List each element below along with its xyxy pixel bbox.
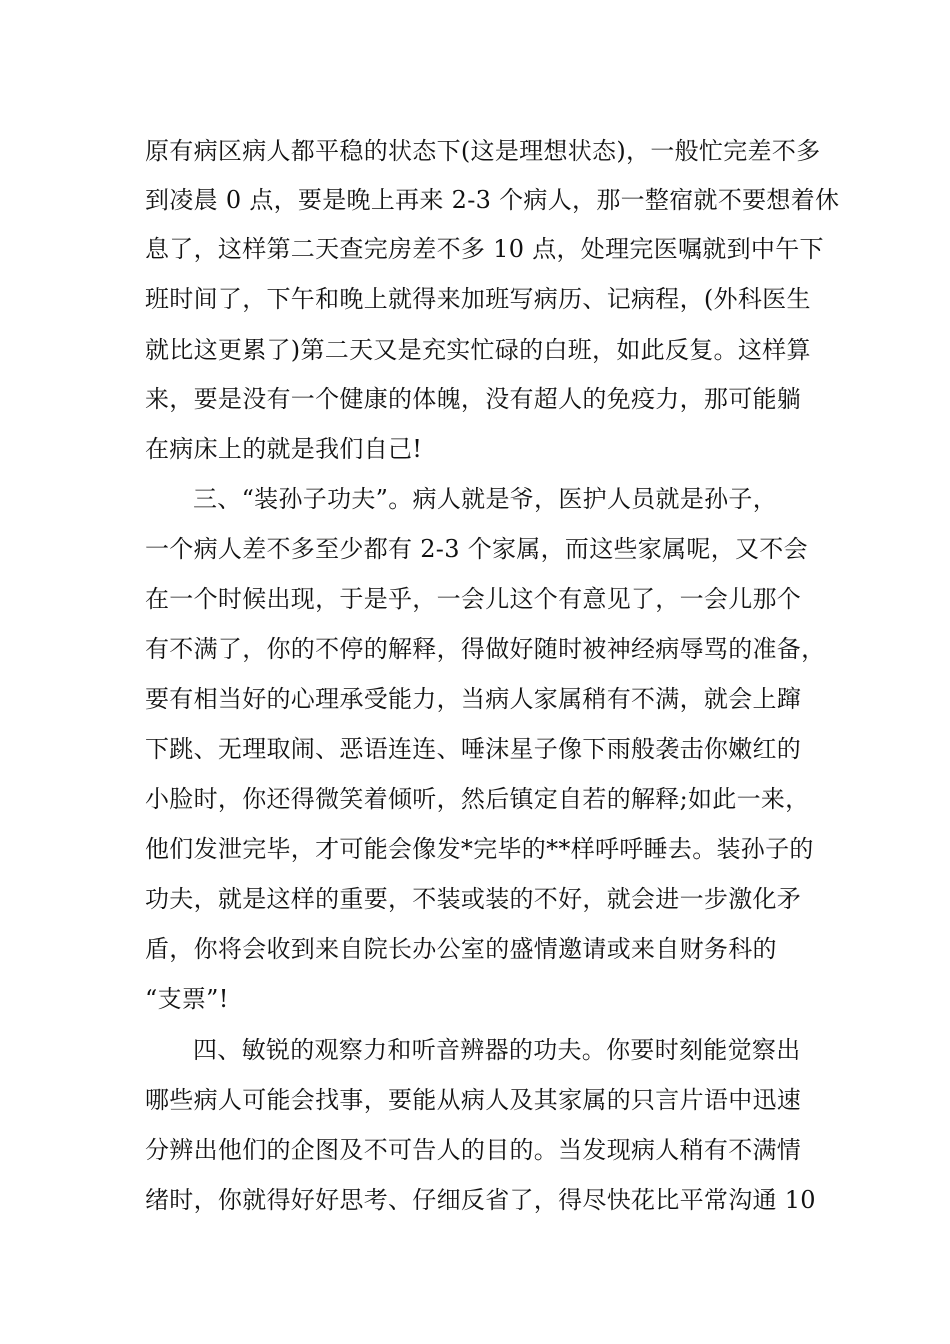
text-line: 在一个时候出现，于是乎，一会儿这个有意见了，一会儿那个	[145, 585, 802, 613]
text-line: 到凌晨 0 点，要是晚上再来 2-3 个病人，那一整宿就不要想着休	[145, 186, 840, 214]
text-line: 分辨出他们的企图及不可告人的目的。当发现病人稍有不满情	[145, 1136, 802, 1164]
text-line: 原有病区病人都平稳的状态下(这是理想状态)，一般忙完差不多	[145, 137, 821, 165]
paragraph-start-line: 四、敏锐的观察力和听音辨器的功夫。你要时刻能觉察出	[193, 1036, 801, 1064]
text-line: 盾，你将会收到来自院长办公室的盛情邀请或来自财务科的	[145, 935, 777, 963]
text-line: 小脸时，你还得微笑着倾听，然后镇定自若的解释;如此一来，	[145, 785, 810, 813]
text-line: “支票”!	[145, 985, 229, 1013]
text-line: 功夫，就是这样的重要，不装或装的不好，就会进一步激化矛	[145, 885, 802, 913]
text-line: 来，要是没有一个健康的体魄，没有超人的免疫力，那可能躺	[145, 385, 802, 413]
text-line: 息了，这样第二天查完房差不多 10 点，处理完医嘱就到中午下	[145, 235, 824, 263]
text-line: 绪时，你就得好好思考、仔细反省了，得尽快花比平常沟通 10	[145, 1186, 816, 1214]
paragraph-start-line: 三、“装孙子功夫”。病人就是爷，医护人员就是孙子，	[193, 485, 778, 513]
text-line: 就比这更累了)第二天又是充实忙碌的白班，如此反复。这样算	[145, 336, 811, 364]
text-line: 要有相当好的心理承受能力，当病人家属稍有不满，就会上蹿	[145, 685, 802, 713]
text-line: 班时间了，下午和晚上就得来加班写病历、记病程，(外科医生	[145, 285, 811, 313]
text-line: 他们发泄完毕，才可能会像发*完毕的**样呼呼睡去。装孙子的	[145, 835, 814, 863]
text-line: 下跳、无理取闹、恶语连连、唾沫星子像下雨般袭击你嫩红的	[145, 735, 802, 763]
text-line: 有不满了，你的不停的解释，得做好随时被神经病辱骂的准备，	[145, 635, 826, 663]
text-line: 一个病人差不多至少都有 2-3 个家属，而这些家属呢，又不会	[145, 535, 808, 563]
text-line: 哪些病人可能会找事，要能从病人及其家属的只言片语中迅速	[145, 1086, 802, 1114]
text-line: 在病床上的就是我们自己!	[145, 435, 423, 463]
